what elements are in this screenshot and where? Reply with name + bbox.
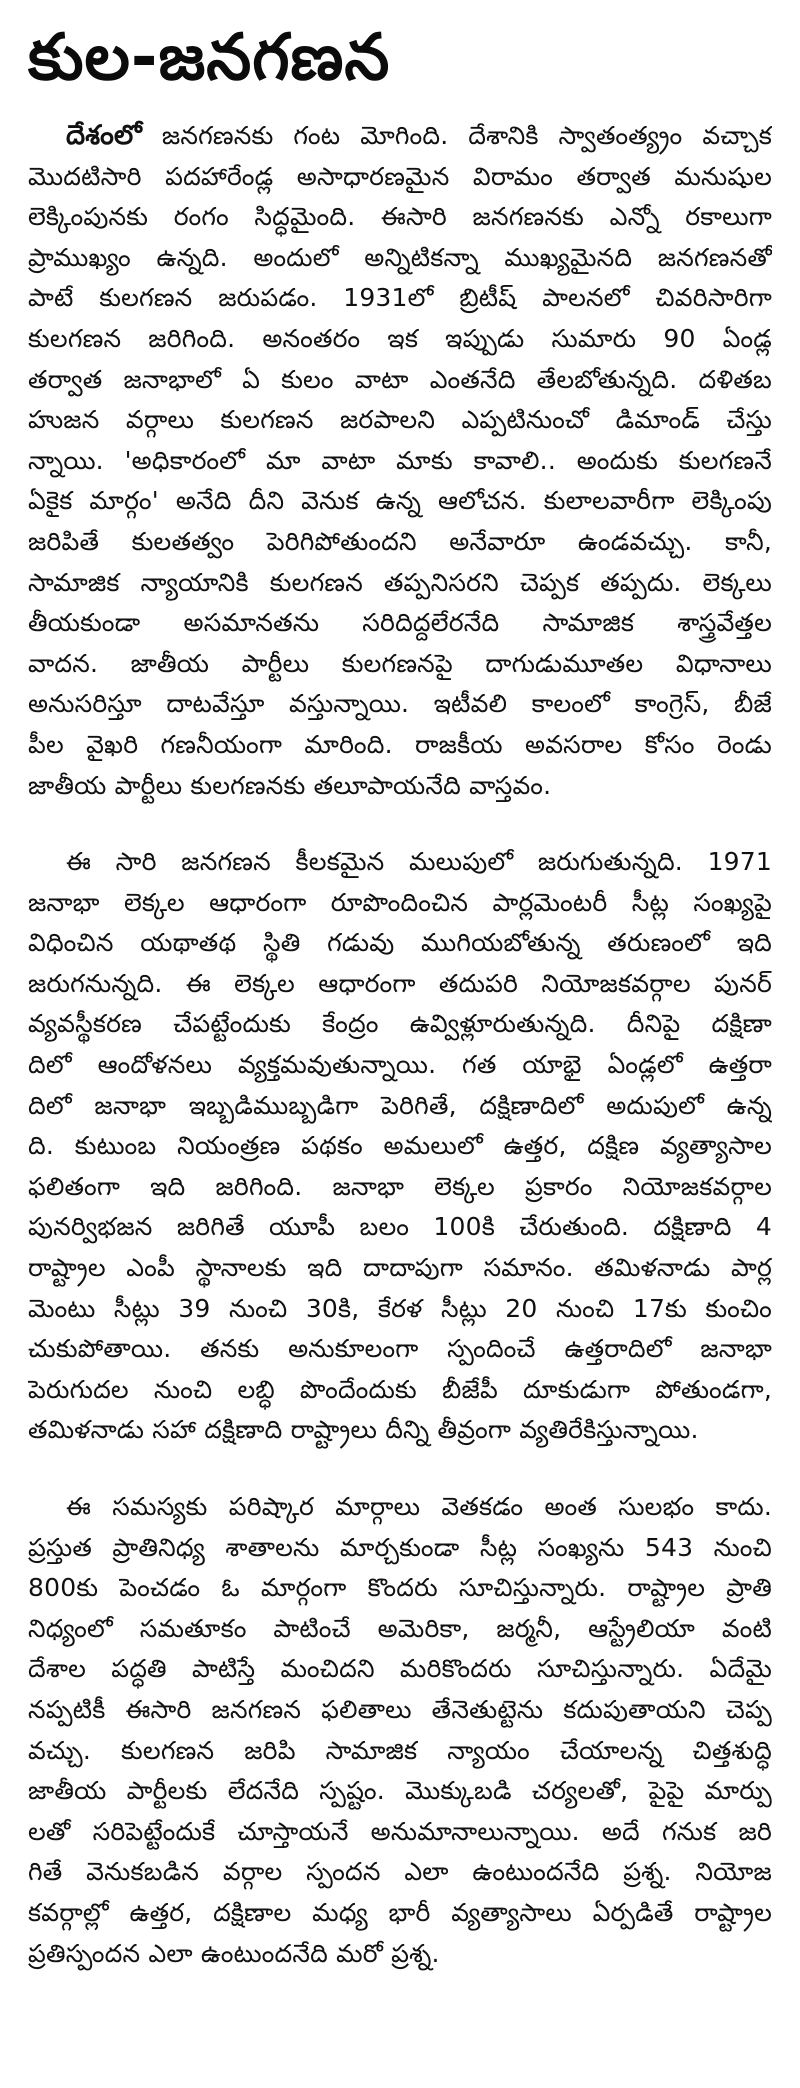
paragraph-line: ఏకైక మార్గం' అనేది దీని వెనుక ఉన్న ఆలోచన. కులాలవారీగా లెక్కింపు: [28, 486, 772, 516]
paragraph-line: వ్యవస్థీకరణ చేపట్టేందుకు కేంద్రం ఉవ్విళ్లూరుతున్నది. దీనిపై దక్షిణా: [28, 1009, 772, 1039]
paragraph-line: కులగణన జరిగింది. అనంతరం ఇక ఇప్పుడు సుమారు 90 ఏండ్ల: [28, 323, 772, 353]
paragraph-line: ది. కుటుంబ నియంత్రణ పథకం అమలులో ఉత్తర, దక్షిణ వ్యత్యాసాల: [28, 1131, 772, 1161]
paragraph-line: ప్రాముఖ్యం ఉన్నది. అందులో అన్నిటికన్నా ముఖ్యమైనది జనగణనతో: [28, 242, 772, 272]
paragraph-line: వచ్చు. కులగణన జరిపి సామాజిక న్యాయం చేయాలన్న చిత్తశుద్ధి: [28, 1735, 772, 1765]
paragraph-line: జరిపితే కులతత్వం పెరిగిపోతుందని అనేవారూ ఉండవచ్చు. కానీ,: [28, 526, 772, 556]
article-paragraph-3: [28, 1487, 772, 1974]
article-paragraph-2: [28, 842, 772, 1451]
paragraph-line: జనాభా లెక్కల ఆధారంగా రూపొందించిన పార్లమెంటరీ సీట్ల సంఖ్యపై: [28, 887, 772, 917]
paragraph-line: ప్రతిస్పందన ఎలా ఉంటుందనేది మరో ప్రశ్న.: [28, 1938, 440, 1968]
paragraph-line: ఈ సారి జనగణన కీలకమైన మలుపులో జరుగుతున్నది. 1971: [66, 847, 772, 877]
paragraph-line: పీల వైఖరి గణనీయంగా మారింది. రాజకీయ అవసరాల కోసం రెండు: [28, 729, 772, 759]
paragraph-line: జాతీయ పార్టీలు కులగణనకు తలూపాయనేది వాస్తవం.: [28, 770, 552, 800]
paragraph-line: తర్వాత జనాభాలో ఏ కులం వాటా ఎంతనేది తేలబోతున్నది. దళితబ: [28, 364, 772, 394]
paragraph-line: అనుసరిస్తూ దాటవేస్తూ వస్తున్నాయి. ఇటీవలి కాలంలో కాంగ్రెస్, బీజే: [28, 689, 772, 719]
paragraph-line: జరుగనున్నది. ఈ లెక్కల ఆధారంగా తదుపరి నియోజకవర్గాల పునర్: [28, 968, 772, 998]
paragraph-line: వాదన. జాతీయ పార్టీలు కులగణనపై దాగుడుమూతల విధానాలు: [28, 648, 772, 678]
paragraph-line: నప్పటికీ ఈసారి జనగణన ఫలితాలు తేనెతుట్టెను కదుపుతాయని చెప్ప: [28, 1694, 772, 1724]
paragraph-line: రాష్ట్రాల ఎంపీ స్థానాలకు ఇది దాదాపుగా సమానం. తమిళనాడు పార్ల: [28, 1253, 772, 1283]
paragraph-line: సామాజిక న్యాయానికి కులగణన తప్పనిసరని చెప్పక తప్పదు. లెక్కలు: [28, 567, 772, 597]
paragraph-line: పునర్విభజన జరిగితే యూపీ బలం 100కి చేరుతుంది. దక్షిణాది 4: [28, 1212, 772, 1242]
lead-line-text: జనగణనకు గంట మోగింది. దేశానికి స్వాతంత్య్రం వచ్చాక: [161, 121, 772, 150]
paragraph-line: హుజన వర్గాలు కులగణన జరపాలని ఎప్పటినుంచో డిమాండ్ చేస్తు: [28, 405, 772, 435]
paragraph-line: జాతీయ పార్టీలకు లేదనేది స్పష్టం. మొక్కుబడి చర్యలతో, పైపై మార్పు: [28, 1776, 772, 1806]
paragraph-line: న్నాయి. 'అధికారంలో మా వాటా మాకు కావాలి.. అందుకు కులగణనే: [28, 445, 772, 475]
lead-word: దేశంలో: [66, 120, 142, 151]
paragraph-line: ఈ సమస్యకు పరిష్కార మార్గాలు వెతకడం అంత సులభం కాదు.: [66, 1492, 772, 1521]
paragraph-line: 800కు పెంచడం ఓ మార్గంగా కొందరు సూచిస్తున్నారు. రాష్ట్రాల ప్రాతి: [28, 1573, 772, 1603]
paragraph-line: చుకుపోతాయి. తనకు అనుకూలంగా స్పందించే ఉత్తరాదిలో జనాభా: [28, 1334, 772, 1364]
article-paragraph-1: [28, 116, 772, 806]
paragraph-line: [28, 116, 772, 157]
paragraph-line: లతో సరిపెట్టేందుకే చూస్తాయనే అనుమానాలున్నాయి. అదే గనుక జరి: [28, 1816, 772, 1846]
paragraph-line: గితే వెనుకబడిన వర్గాల స్పందన ఎలా ఉంటుందనేది ప్రశ్న. నియోజ: [28, 1857, 772, 1887]
article-headline: కుల-జనగణన: [28, 21, 391, 95]
paragraph-line: దిలో జనాభా ఇబ్బడిముబ్బడిగా పెరిగితే, దక్షిణాదిలో అదుపులో ఉన్న: [28, 1090, 772, 1120]
paragraph-line: పెరుగుదల నుంచి లబ్ధి పొందేందుకు బీజేపీ దూకుడుగా పోతుండగా,: [28, 1374, 772, 1404]
paragraph-line: మొదటిసారి పదహారేండ్ల అసాధారణమైన విరామం తర్వాత మనుషుల: [28, 161, 772, 191]
paragraph-line: కవర్గాల్లో ఉత్తర, దక్షిణాల మధ్య భారీ వ్యత్యాసాలు ఏర్పడితే రాష్ట్రాల: [28, 1897, 772, 1927]
paragraph-line: దిలో ఆందోళనలు వ్యక్తమవుతున్నాయి. గత యాభై ఏండ్లలో ఉత్తరా: [28, 1050, 772, 1080]
paragraph-line: పాటే కులగణన జరుపడం. 1931లో బ్రిటీష్ పాలనలో చివరిసారిగా: [28, 283, 772, 313]
paragraph-line: ప్రస్తుత ప్రాతినిధ్య శాతాలను మార్చకుండా సీట్ల సంఖ్యను 543 నుంచి: [28, 1532, 772, 1562]
paragraph-line: ఫలితంగా ఇది జరిగింది. జనాభా లెక్కల ప్రకారం నియోజకవర్గాల: [28, 1171, 772, 1201]
paragraph-line: లెక్కింపునకు రంగం సిద్ధమైంది. ఈసారి జనగణనకు ఎన్నో రకాలుగా: [28, 202, 772, 232]
paragraph-line: తమిళనాడు సహా దక్షిణాది రాష్ట్రాలు దీన్ని తీవ్రంగా వ్యతిరేకిస్తున్నాయి.: [28, 1415, 699, 1445]
paragraph-line: మెంటు సీట్లు 39 నుంచి 30కి, కేరళ సీట్లు 20 నుంచి 17కు కుంచిం: [28, 1293, 772, 1323]
paragraph-line: దేశాల పద్ధతి పాటిస్తే మంచిదని మరికొందరు సూచిస్తున్నారు. ఏదేమై: [28, 1654, 772, 1684]
paragraph-line: విధించిన యథాతథ స్థితి గడువు ముగియబోతున్న తరుణంలో ఇది: [28, 928, 772, 958]
paragraph-line: నిధ్యంలో సమతూకం పాటించే అమెరికా, జర్మనీ, ఆస్ట్రేలియా వంటి: [28, 1613, 772, 1643]
paragraph-line: తీయకుండా అసమానతను సరిదిద్దలేరనేది సామాజిక శాస్త్రవేత్తల: [28, 608, 772, 638]
